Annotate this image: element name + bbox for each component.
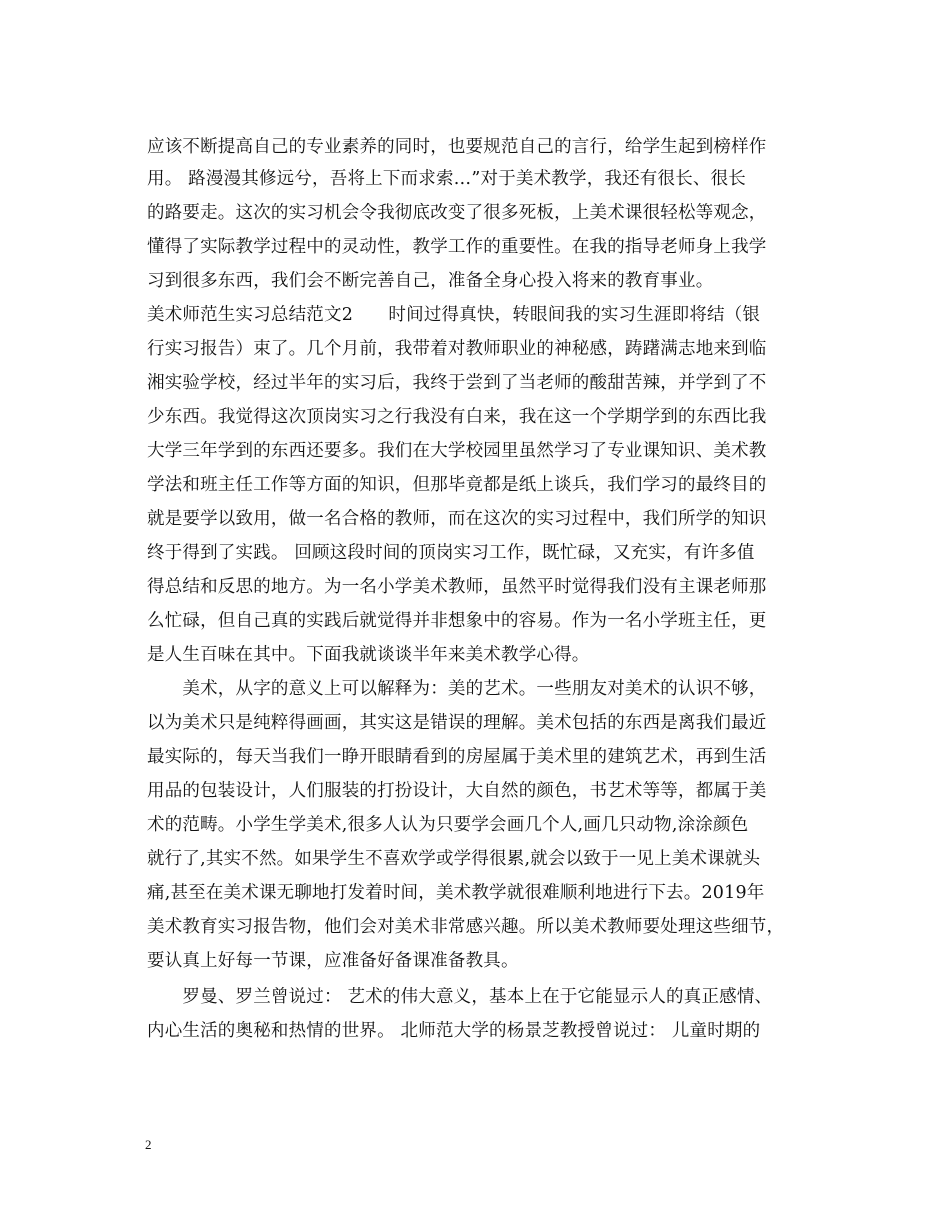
text-line: 学法和班主任工作等方面的知识，但那毕竟都是纸上谈兵，我们学习的最终目的 [147, 475, 767, 495]
text-line: 美术教育实习报告物，他们会对美术非常感兴趣。所以美术教师要处理这些细节， [147, 917, 785, 937]
text-line: 得总结和反思的地方。为一名小学美术教师，虽然平时觉得我们没有主课老师那 [147, 577, 767, 597]
text-line: 用品的包装设计，人们服装的打扮设计，大自然的颜色，书艺术等等，都属于美 [147, 781, 767, 801]
text-line: 的路要走。这次的实习机会令我彻底改变了很多死板，上美术课很轻松等观念， [147, 203, 767, 223]
text-line: 术的范畴。小学生学美术,很多人认为只要学会画几个人,画几只动物,涂涂颜色 [147, 815, 749, 835]
text-line: 行实习报告）束了。几个月前，我带着对教师职业的神秘感，踌躇满志地来到临 [147, 339, 767, 359]
text-line: 是人生百味在其中。下面我就谈谈半年来美术教学心得。 [147, 645, 590, 665]
text-line: 罗曼、罗兰曾说过： 艺术的伟大意义，基本上在于它能显示人的真正感情、 [147, 987, 773, 1007]
text-line: 湘实验学校，经过半年的实习后，我终于尝到了当老师的酸甜苦辣，并学到了不 [147, 373, 767, 393]
text-line: 终于得到了实践。 回顾这段时间的顶岗实习工作，既忙碌，又充实，有许多值 [147, 543, 755, 563]
text-line: 要认真上好每一节课，应准备好备课准备教具。 [147, 951, 519, 971]
text-line: 懂得了实际教学过程中的灵动性，教学工作的重要性。在我的指导老师身上我学 [147, 237, 767, 257]
text-line: 用。 路漫漫其修远兮，吾将上下而求索…”对于美术教学，我还有很长、很长 [147, 169, 747, 189]
text-line: 就是要学以致用，做一名合格的教师，而在这次的实习过程中，我们所学的知识 [147, 509, 767, 529]
text-line: 美术师范生实习总结范文2 时间过得真快，转眼间我的实习生涯即将结（银 [147, 305, 761, 325]
text-line: 以为美术只是纯粹得画画，其实这是错误的理解。美术包括的东西是离我们最近 [147, 713, 767, 733]
text-line: 就行了,其实不然。如果学生不喜欢学或学得很累,就会以致于一见上美术课就头 [147, 849, 761, 869]
text-line: 最实际的，每天当我们一睁开眼睛看到的房屋属于美术里的建筑艺术，再到生活 [147, 747, 767, 767]
page-number: 2 [145, 1137, 152, 1152]
text-line: 痛,甚至在美术课无聊地打发着时间，美术教学就很难顺利地进行下去。2019年 [147, 883, 765, 903]
text-line: 大学三年学到的东西还要多。我们在大学校园里虽然学习了专业课知识、美术教 [147, 441, 767, 461]
text-line: 少东西。我觉得这次顶岗实习之行我没有白来，我在这一个学期学到的东西比我 [147, 407, 767, 427]
text-line: 么忙碌，但自己真的实践后就觉得并非想象中的容易。作为一名小学班主任，更 [147, 611, 767, 631]
text-line: 美术，从字的意义上可以解释为：美的艺术。一些朋友对美术的认识不够， [147, 679, 767, 699]
text-line: 应该不断提高自己的专业素养的同时，也要规范自己的言行，给学生起到榜样作 [147, 137, 767, 157]
text-line: 内心生活的奥秘和热情的世界。 北师范大学的杨景芝教授曾说过： 儿童时期的 [147, 1021, 761, 1041]
text-line: 习到很多东西，我们会不断完善自己，准备全身心投入将来的教育事业。 [147, 271, 714, 291]
